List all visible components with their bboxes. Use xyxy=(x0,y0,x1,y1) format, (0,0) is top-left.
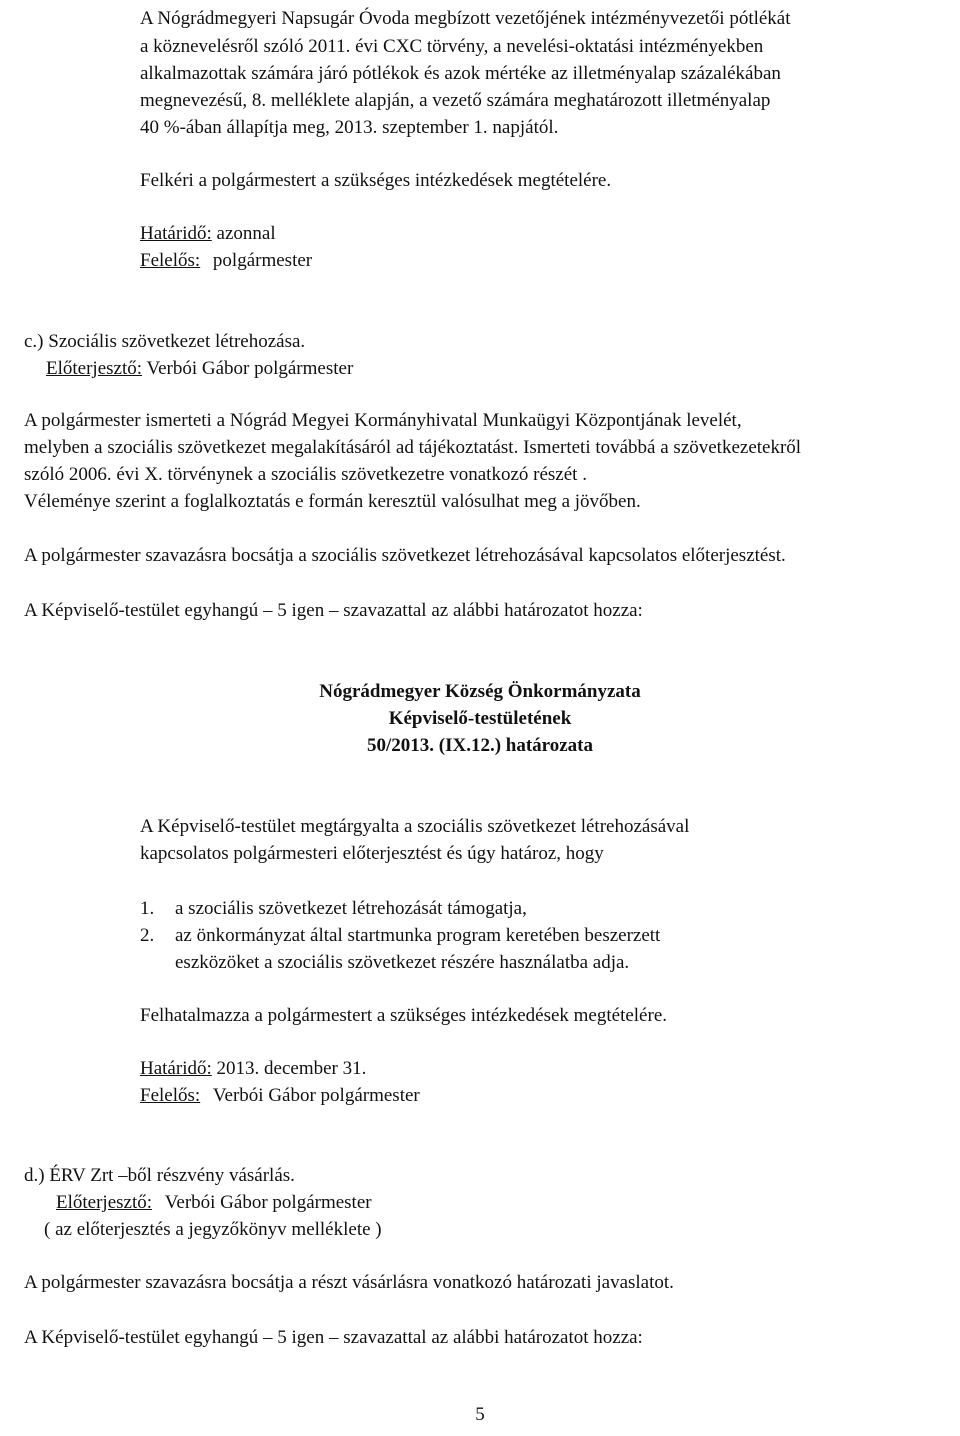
resolution-title-line-2: Képviselő-testületének xyxy=(388,708,572,729)
deadline-label: Határidő: xyxy=(140,1058,212,1079)
page-number: 5 xyxy=(475,1404,485,1425)
responsible-value: polgármester xyxy=(212,250,313,271)
deadline-value: azonnal xyxy=(216,223,276,244)
section-d-note: ( az előterjesztés a jegyzőkönyv melléklete ) xyxy=(44,1219,382,1240)
deadline-label: Határidő: xyxy=(140,223,212,244)
section-d-vote-result: A Képviselő-testület egyhangú – 5 igen – szavazattal az alábbi határozatot hozza: xyxy=(24,1327,643,1348)
resolution-authorize: Felhatalmazza a polgármestert a szükséges intézkedések megtételére. xyxy=(140,1005,667,1026)
resolution-responsible xyxy=(140,1085,420,1107)
section-c-vote-proposal: A polgármester szavazásra bocsátja a szociális szövetkezet létrehozásával kapcsolatos előterjesztést. xyxy=(24,545,786,566)
section-c-vote-result: A Képviselő-testület egyhangú – 5 igen – szavazattal az alábbi határozatot hozza: xyxy=(24,600,643,621)
responsible-label: Felelős: xyxy=(140,250,201,271)
section-d-vote-proposal: A polgármester szavazásra bocsátja a részt vásárlásra vonatkozó határozati javaslatot. xyxy=(24,1272,674,1293)
resolution-item-1-text: a szociális szövetkezet létrehozását támogatja, xyxy=(175,898,527,919)
intro-deadline xyxy=(140,223,276,245)
intro-line-2: a köznevelésről szóló 2011. évi CXC törvény, a nevelési-oktatási intézményekben xyxy=(140,36,764,57)
deadline-value: 2013. december 31. xyxy=(216,1058,367,1079)
intro-line-3: alkalmazottak számára járó pótlékok és azok mértéke az illetményalap százalékában xyxy=(140,63,781,84)
presenter-label: Előterjesztő: xyxy=(46,358,143,379)
intro-line-5: 40 %-ában állapítja meg, 2013. szeptember 1. napjától. xyxy=(140,117,559,138)
section-c-para-line-3: szóló 2006. évi X. törvénynek a szociális szövetkezetre vonatkozó részét . xyxy=(24,464,587,485)
presenter-value: Verbói Gábor polgármester xyxy=(164,1192,372,1213)
section-c-para-line-2: melyben a szociális szövetkezet megalakításáról ad tájékoztatást. Ismerteti továbbá a szövetkezetekről xyxy=(24,437,802,458)
resolution-item-2-num: 2. xyxy=(140,925,155,946)
resolution-body-line-2: kapcsolatos polgármesteri előterjesztést és úgy határoz, hogy xyxy=(140,843,604,864)
resolution-title-line-3: 50/2013. (IX.12.) határozata xyxy=(366,735,594,756)
intro-responsible xyxy=(140,250,312,272)
responsible-label: Felelős: xyxy=(140,1085,201,1106)
section-c-presenter xyxy=(46,358,353,380)
intro-line-1: A Nógrádmegyeri Napsugár Óvoda megbízott vezetőjének intézményvezetői pótlékát xyxy=(140,8,791,29)
section-c-heading: c.) Szociális szövetkezet létrehozása. xyxy=(24,331,306,352)
section-d-heading: d.) ÉRV Zrt –ből részvény vásárlás. xyxy=(24,1165,295,1186)
resolution-item-2-text-line-1: az önkormányzat által startmunka program keretében beszerzett xyxy=(175,925,661,946)
presenter-label: Előterjesztő: xyxy=(56,1192,153,1213)
section-c-para-line-4: Véleménye szerint a foglalkoztatás e formán keresztül valósulhat meg a jövőben. xyxy=(24,491,641,512)
presenter-value: Verbói Gábor polgármester xyxy=(146,358,354,379)
section-d-presenter xyxy=(56,1192,372,1214)
resolution-deadline xyxy=(140,1058,366,1080)
intro-request: Felkéri a polgármestert a szükséges intézkedések megtételére. xyxy=(140,170,612,191)
resolution-body-line-1: A Képviselő-testület megtárgyalta a szociális szövetkezet létrehozásával xyxy=(140,816,690,837)
intro-line-4: megnevezésű, 8. melléklete alapján, a vezető számára meghatározott illetményalap xyxy=(140,90,771,111)
responsible-value: Verbói Gábor polgármester xyxy=(212,1085,420,1106)
section-c-para-line-1: A polgármester ismerteti a Nógrád Megyei Kormányhivatal Munkaügyi Központjának levelét, xyxy=(24,410,742,431)
resolution-item-1-num: 1. xyxy=(140,898,155,919)
resolution-title-line-1: Nógrádmegyer Község Önkormányzata xyxy=(319,681,641,702)
resolution-item-2-text-line-2: eszközöket a szociális szövetkezet részére használatba adja. xyxy=(175,952,630,973)
